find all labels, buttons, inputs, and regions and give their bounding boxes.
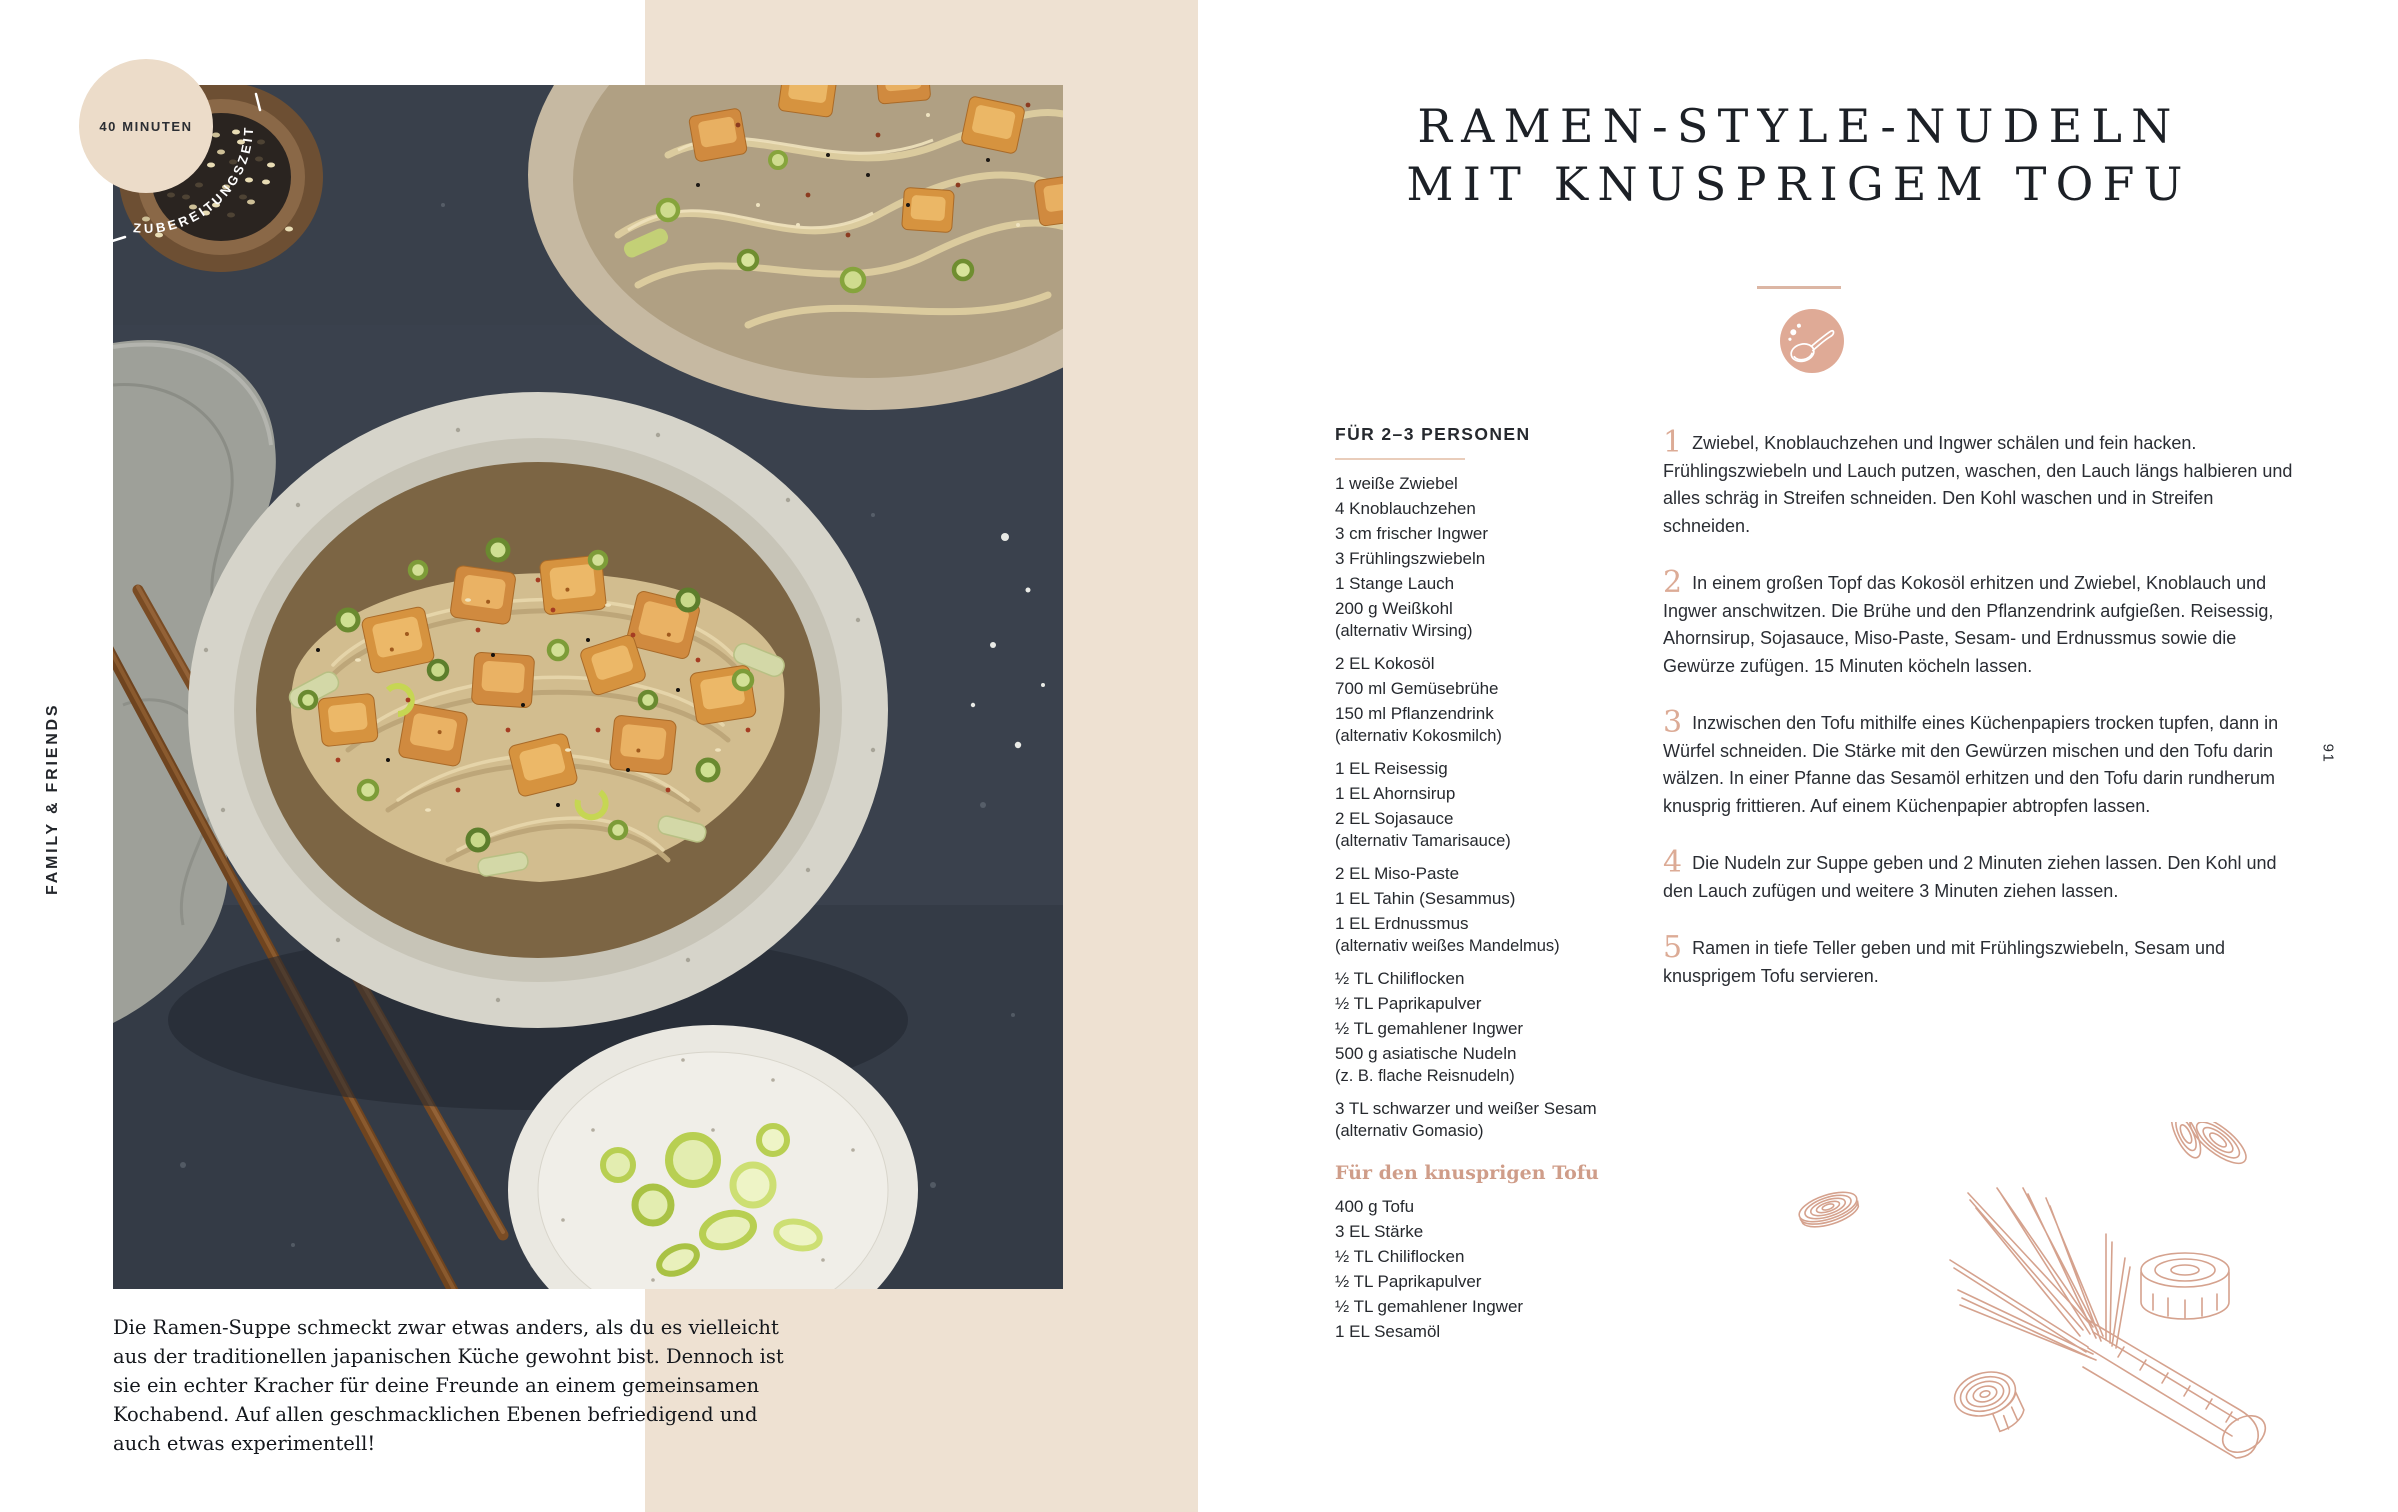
ingredient-item: 1 EL Tahin (Sesammus) bbox=[1335, 889, 1516, 908]
main-ramen-bowl bbox=[168, 392, 908, 1110]
step-text: Zwiebel, Knoblauchzehen und Ingwer schälen und fein hacken. Frühlingszwiebeln und Lauch putzen, waschen, den Lauch längs halbieren und alles schräg in Streifen schneiden. Den Kohl waschen und in Streifen schneiden. bbox=[1663, 433, 2293, 536]
ingredient-item: 3 TL schwarzer und weißer Sesam (alternativ Gomasio) bbox=[1335, 1099, 1597, 1140]
badge-arc-label: ZUBEREITUNGSZEIT bbox=[132, 124, 257, 236]
arc-dash-start bbox=[109, 237, 125, 242]
badge-time-label: 40 MINUTEN bbox=[99, 119, 193, 134]
ingredient-item: 500 g asiatische Nudeln (z. B. flache Reisnudeln) bbox=[1335, 1044, 1517, 1085]
arc-dash-end bbox=[256, 94, 260, 110]
tofu-ingredient-item: ½ TL Chiliflocken bbox=[1335, 1247, 1465, 1266]
servings-underline bbox=[1335, 458, 1465, 460]
ingredient-item: 2 EL Miso-Paste bbox=[1335, 864, 1460, 883]
ingredient-item: 1 EL Ahornsirup bbox=[1335, 784, 1456, 803]
ingredient-item: 2 EL Kokosöl bbox=[1335, 654, 1435, 673]
spoon-icon bbox=[1780, 309, 1844, 373]
ingredient-item: ½ TL Paprikapulver bbox=[1335, 994, 1482, 1013]
step-number: 1 bbox=[1663, 425, 1683, 460]
instruction-step bbox=[1663, 565, 2299, 680]
ingredient-item: 2 EL Sojasauce (alternativ Tamarisauce) bbox=[1335, 809, 1511, 850]
leek-slice-cylinder bbox=[2141, 1253, 2229, 1319]
step-number: 2 bbox=[1663, 565, 1683, 600]
step-number: 5 bbox=[1663, 930, 1683, 965]
instruction-step bbox=[1663, 845, 2299, 905]
ingredient-item: 3 Frühlingszwiebeln bbox=[1335, 549, 1486, 568]
step-text: In einem großen Topf das Kokosöl erhitzen und Zwiebel, Knoblauch und Ingwer anschwitzen. Die Brühe und den Pflanzendrink aufgießen. Reisessig, Ahornsirup, Sojasauce, Miso-Paste, Sesam- und Erdnussmus sowie die Gewürze zufügen. 15 Minuten köcheln lassen. bbox=[1663, 573, 2274, 676]
step-number: 4 bbox=[1663, 845, 1683, 880]
recipe-title-line2: MIT KNUSPRIGEM TOFU bbox=[1406, 157, 2192, 211]
step-text: Ramen in tiefe Teller geben und mit Frühlingszwiebeln, Sesam und knusprigem Tofu servieren. bbox=[1663, 938, 2226, 986]
tofu-section-header: Für den knusprigen Tofu bbox=[1335, 1162, 1599, 1184]
recipe-title bbox=[1199, 97, 2398, 213]
ingredient-item: 1 weiße Zwiebel bbox=[1335, 474, 1458, 493]
ingredient-item: 200 g Weißkohl (alternativ Wirsing) bbox=[1335, 599, 1473, 640]
leek-stalk bbox=[2083, 1320, 2272, 1460]
ingredient-item: 1 Stange Lauch bbox=[1335, 574, 1455, 593]
tofu-ingredient-item: 1 EL Sesamöl bbox=[1335, 1322, 1441, 1341]
tofu-ingredient-item: 400 g Tofu bbox=[1335, 1197, 1415, 1216]
ingredient-item: 1 EL Reisessig bbox=[1335, 759, 1448, 778]
ingredient-item: ½ TL gemahlener Ingwer bbox=[1335, 1019, 1524, 1038]
instruction-step bbox=[1663, 705, 2299, 820]
ingredient-item: ½ TL Chiliflocken bbox=[1335, 969, 1465, 988]
leek-slice-bottom bbox=[1949, 1365, 2027, 1441]
servings-header: FÜR 2–3 PERSONEN bbox=[1335, 424, 1531, 444]
ingredients-column bbox=[1335, 424, 1667, 1344]
step-text: Inzwischen den Tofu mithilfe eines Küchenpapiers trocken tupfen, dann in Würfel schneiden. Die Stärke mit den Gewürzen mischen und den Tofu darin wälzen. In einer Pfanne das Sesamöl erhitzen und den Tofu darin rundherum knusprig frittieren. Auf einem Küchenpapier abtropfen lassen. bbox=[1663, 713, 2279, 816]
title-divider bbox=[1757, 286, 1841, 289]
recipe-title-line1: RAMEN-STYLE-NUDELN bbox=[1417, 99, 2181, 153]
photo-caption: Die Ramen-Suppe schmeckt zwar etwas anders, als du es vielleicht aus der traditionellen japanischen Küche gewohnt bist. Dennoch ist sie ein echter Kracher für deine Freunde an einem gemeinsamen Kochabend. Auf allen geschmacklichen Ebenen befriedigend und auch etwas experimentell! bbox=[113, 1316, 784, 1455]
tofu-ingredients-list bbox=[1335, 1194, 1667, 1344]
tofu-ingredient-item: ½ TL gemahlener Ingwer bbox=[1335, 1297, 1524, 1316]
page-number: 91 bbox=[2319, 743, 2337, 764]
instruction-step bbox=[1663, 425, 2299, 540]
step-text: Die Nudeln zur Suppe geben und 2 Minuten ziehen lassen. Den Kohl und den Lauch zufügen und weitere 3 Minuten ziehen lassen. bbox=[1663, 853, 2277, 901]
ingredient-item: 700 ml Gemüsebrühe bbox=[1335, 679, 1499, 698]
step-number: 3 bbox=[1663, 705, 1683, 740]
leek-slice-top bbox=[2166, 1122, 2253, 1171]
ingredient-item: 4 Knoblauchzehen bbox=[1335, 499, 1476, 518]
ingredient-item: 150 ml Pflanzendrink (alternativ Kokosmilch) bbox=[1335, 704, 1502, 745]
leek-leaves bbox=[1950, 1188, 2130, 1360]
recipe-category-icon bbox=[1780, 309, 1844, 373]
tofu-ingredient-item: ½ TL Paprikapulver bbox=[1335, 1272, 1482, 1291]
ingredient-item: 1 EL Erdnussmus (alternativ weißes Mandelmus) bbox=[1335, 914, 1560, 955]
spine-category-label: FAMILY & FRIENDS bbox=[44, 702, 61, 895]
tofu-ingredient-item: 3 EL Stärke bbox=[1335, 1222, 1424, 1241]
instructions-column bbox=[1663, 407, 2299, 1015]
instruction-step bbox=[1663, 930, 2299, 990]
leek-slice-flat bbox=[1796, 1186, 1862, 1233]
ingredient-item: 3 cm frischer Ingwer bbox=[1335, 524, 1489, 543]
leek-illustration bbox=[1788, 1122, 2398, 1512]
ingredients-list bbox=[1335, 471, 1667, 1142]
prep-time-badge bbox=[16, 6, 296, 286]
